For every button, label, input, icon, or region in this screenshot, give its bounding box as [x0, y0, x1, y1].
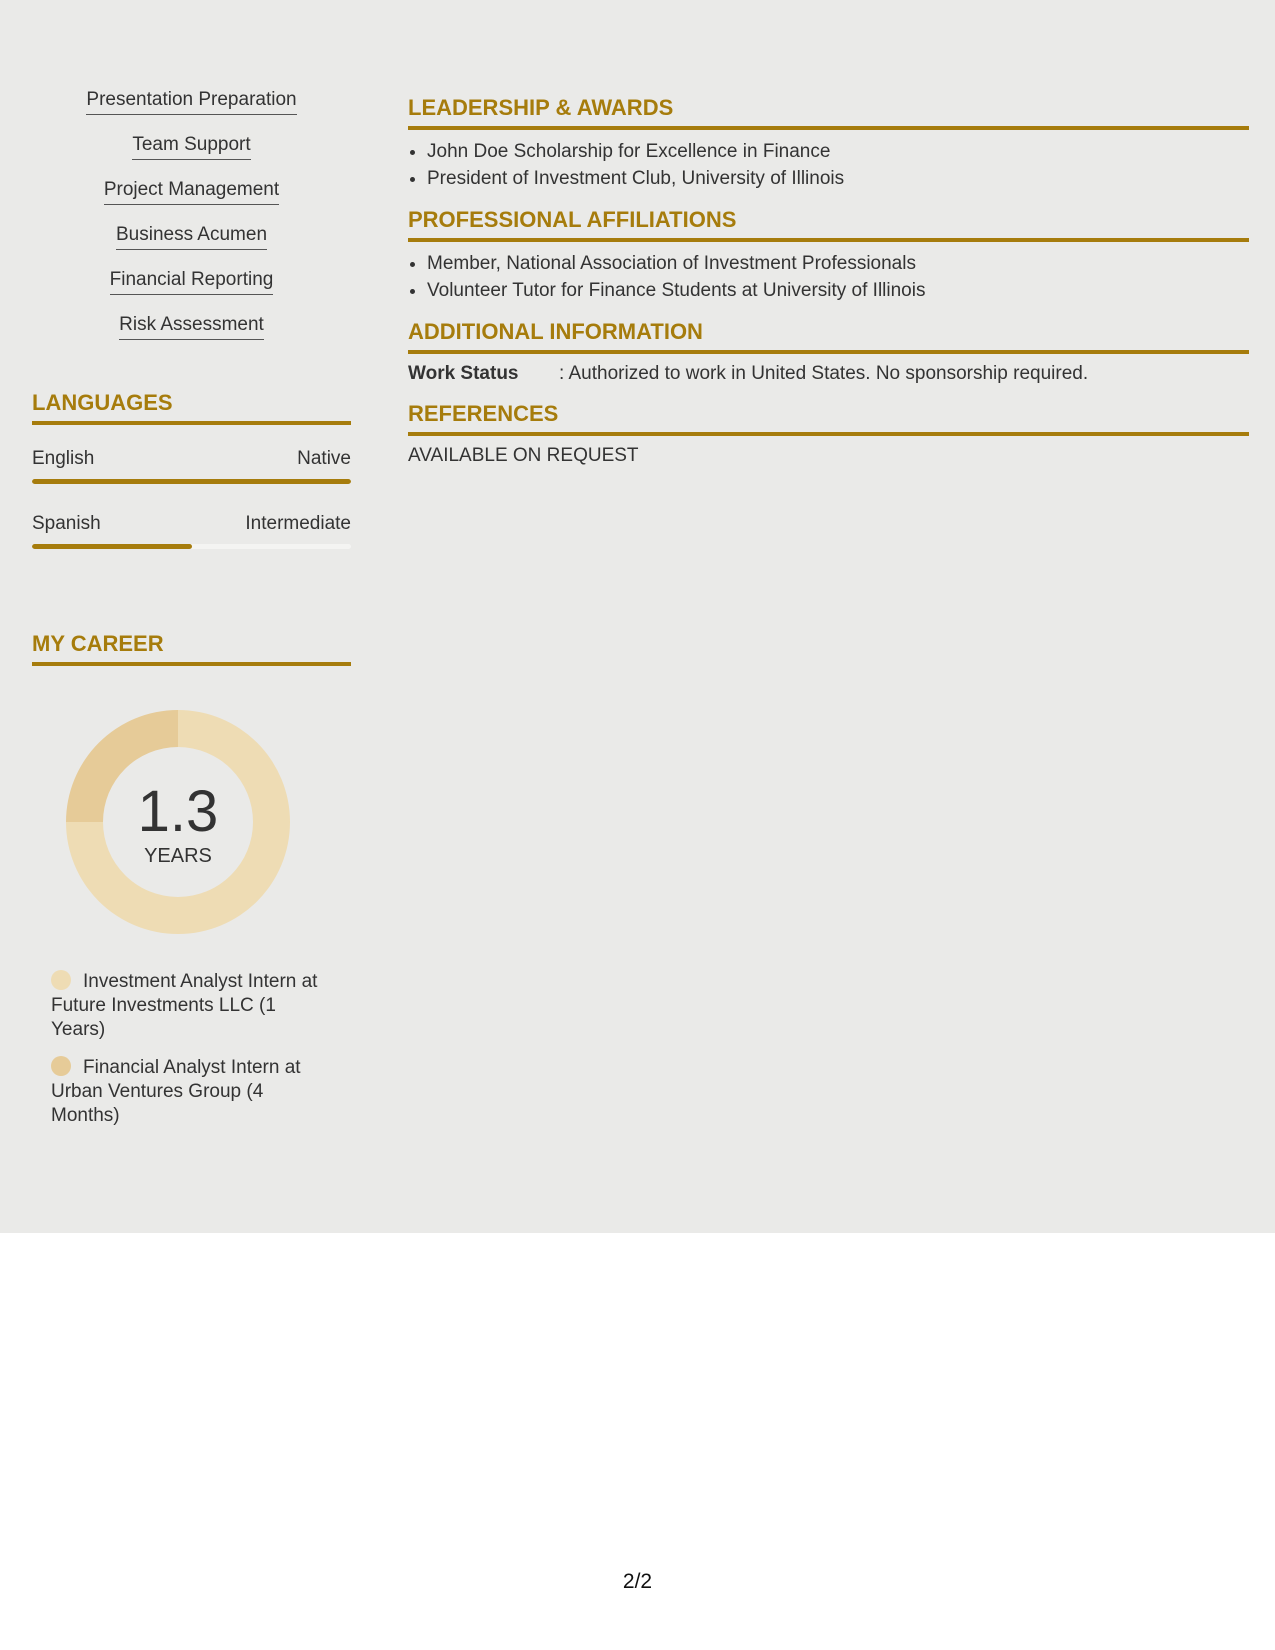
skill-item: [32, 312, 351, 357]
legend-dot: [51, 970, 71, 990]
additional-info-title: ADDITIONAL INFORMATION: [408, 318, 1249, 354]
career-donut-chart: [66, 710, 290, 934]
work-status-label: Work Status: [408, 363, 519, 384]
leadership-title: LEADERSHIP & AWARDS: [408, 94, 1249, 130]
legend-item: [51, 1056, 321, 1128]
additional-info-section: [408, 318, 1249, 386]
work-status-row: [408, 362, 1249, 386]
affiliations-list: [408, 250, 1249, 304]
legend-label: Investment Analyst Intern at Future Investments LLC (1 Years): [51, 971, 318, 1040]
affiliations-title: PROFESSIONAL AFFILIATIONS: [408, 206, 1249, 242]
list-item: • Volunteer Tutor for Finance Students at University of Illinois: [427, 277, 1249, 304]
language-item-english: [32, 447, 351, 484]
legend-item: [51, 970, 321, 1042]
references-text: AVAILABLE ON REQUEST: [408, 445, 639, 466]
leadership-section: [408, 94, 1249, 192]
skill-label: Team Support: [132, 132, 250, 160]
skill-item: [32, 267, 351, 312]
list-item: • John Doe Scholarship for Excellence in Finance: [427, 138, 1249, 165]
skills-list: [32, 87, 351, 357]
language-bar-fill: [32, 479, 351, 484]
references-title: REFERENCES: [408, 400, 1249, 436]
languages-section: [32, 389, 351, 549]
references-section: [408, 400, 1249, 468]
career-years-unit: YEARS: [144, 845, 212, 867]
skill-label: Project Management: [104, 177, 279, 205]
skill-label: Business Acumen: [116, 222, 267, 250]
work-status-value: : Authorized to work in United States. No sponsorship required.: [559, 363, 1089, 384]
legend-dot: [51, 1056, 71, 1076]
language-name: Spanish: [32, 513, 101, 534]
leadership-list: [408, 138, 1249, 192]
skill-item: [32, 87, 351, 132]
language-bar: [32, 544, 351, 549]
right-column: [408, 94, 1249, 482]
list-item: • Member, National Association of Investment Professionals: [427, 250, 1249, 277]
list-item: • President of Investment Club, University of Illinois: [427, 165, 1249, 192]
language-name: English: [32, 448, 95, 469]
skill-label: Presentation Preparation: [86, 87, 296, 115]
skill-item: [32, 132, 351, 177]
skill-label: Financial Reporting: [110, 267, 274, 295]
language-level: Native: [297, 448, 351, 469]
language-bar: [32, 479, 351, 484]
language-bar-fill: [32, 544, 192, 549]
career-legend: [51, 970, 321, 1142]
languages-title: LANGUAGES: [32, 389, 351, 425]
legend-label: Financial Analyst Intern at Urban Ventures Group (4 Months): [51, 1057, 301, 1126]
skill-item: [32, 177, 351, 222]
career-years-value: 1.3: [137, 779, 219, 844]
career-title: MY CAREER: [32, 630, 351, 666]
language-item-spanish: [32, 512, 351, 549]
language-level: Intermediate: [245, 513, 351, 534]
page-number: 2/2: [622, 1570, 653, 1593]
skill-label: Risk Assessment: [119, 312, 264, 340]
career-section: [32, 630, 351, 1126]
affiliations-section: [408, 206, 1249, 304]
skill-item: [32, 222, 351, 267]
